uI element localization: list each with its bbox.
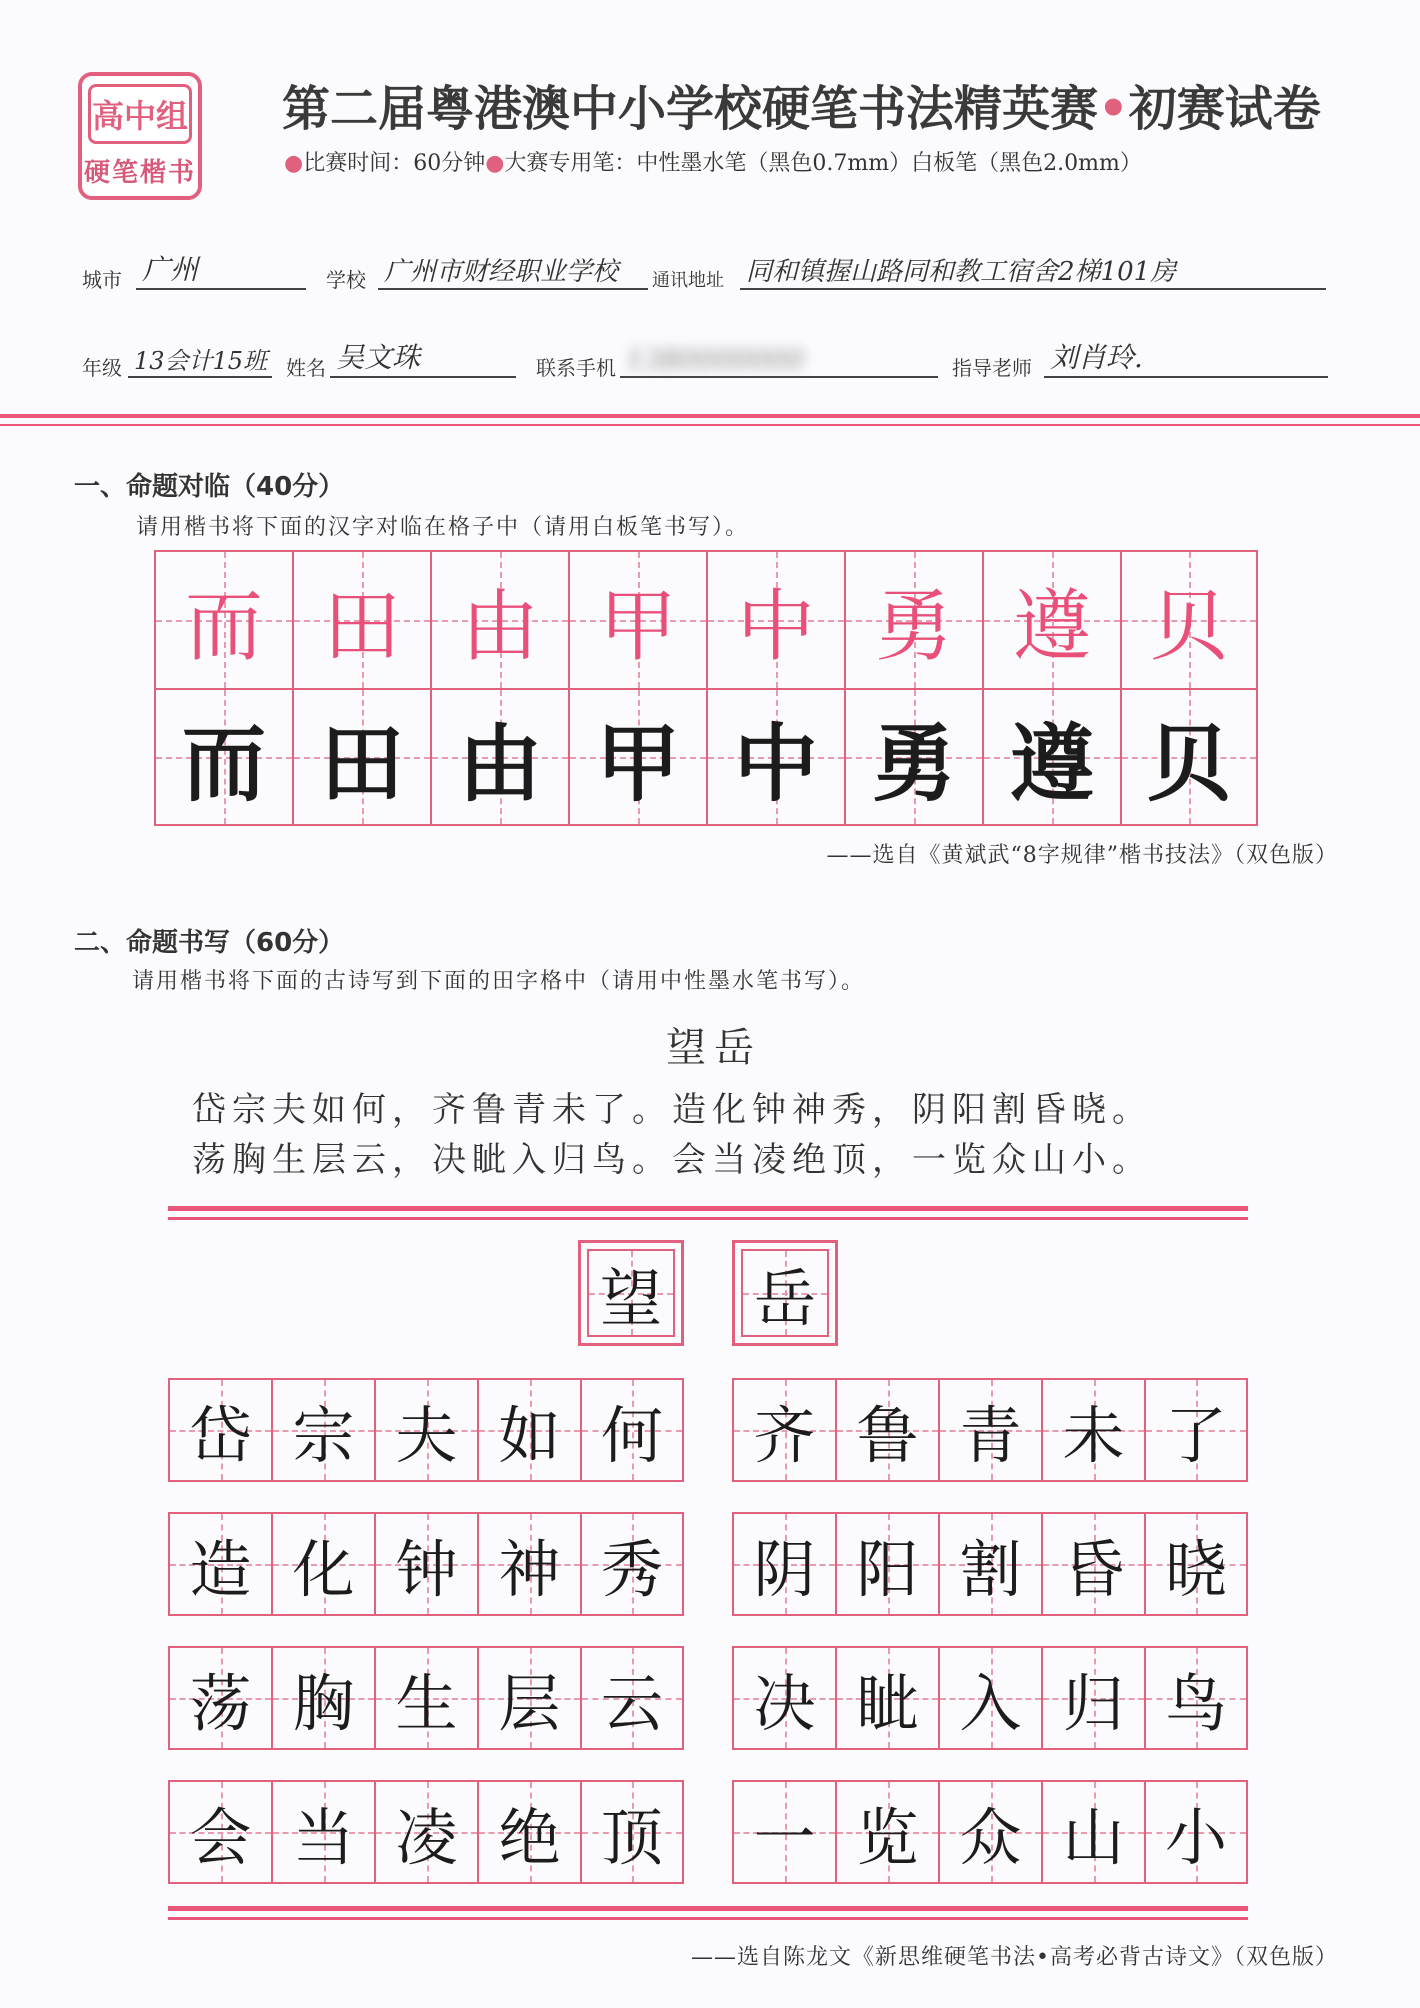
poem-cell[interactable]: 生 xyxy=(376,1648,479,1748)
copy-cell[interactable]: 由 xyxy=(432,690,570,824)
poem-cell[interactable]: 荡 xyxy=(170,1648,273,1748)
poem-cell[interactable]: 造 xyxy=(170,1514,273,1614)
poem-cell[interactable]: 阳 xyxy=(837,1514,940,1614)
poem-divider-bottom xyxy=(168,1906,1248,1920)
grade-field[interactable]: 13会计15班 xyxy=(128,342,272,378)
model-cell: 而 xyxy=(156,552,294,688)
school-label: 学校 xyxy=(326,268,366,292)
poem-line: 岱宗夫如何，齐鲁青未了。造化钟神秀，阴阳割昏晓。 xyxy=(192,1090,1152,1130)
phone-value: 1380000000 xyxy=(626,343,805,376)
poem-cell[interactable]: 化 xyxy=(273,1514,376,1614)
poem-cell[interactable]: 鸟 xyxy=(1146,1648,1246,1748)
poem-cell[interactable]: 钟 xyxy=(376,1514,479,1614)
poem-row-right xyxy=(732,1512,1248,1616)
poem-cell[interactable]: 未 xyxy=(1043,1380,1146,1480)
poem-cell[interactable]: 山 xyxy=(1043,1782,1146,1882)
poem-row-right xyxy=(732,1646,1248,1750)
model-cell: 勇 xyxy=(846,552,984,688)
model-cell: 遵 xyxy=(984,552,1122,688)
poem-cell[interactable]: 宗 xyxy=(273,1380,376,1480)
copy-cell[interactable]: 而 xyxy=(156,690,294,824)
poem-row-left xyxy=(168,1512,684,1616)
poem-row-right xyxy=(732,1378,1248,1482)
section1-instruction: 请用楷书将下面的汉字对临在格子中（请用白板笔书写）。 xyxy=(136,515,750,540)
badge-group: 高中组 xyxy=(88,84,192,144)
section1-credit: ——选自《黄斌武“8字规律”楷书技法》（双色版） xyxy=(826,843,1338,868)
school-field[interactable]: 广州市财经职业学校 xyxy=(378,254,648,290)
poem-cell[interactable]: 决 xyxy=(734,1648,837,1748)
poem-row-left xyxy=(168,1780,684,1884)
header-divider xyxy=(0,414,1420,418)
title-main: 第二届粤港澳中小学校硬笔书法精英赛 xyxy=(282,81,1099,137)
poem-cell[interactable]: 岱 xyxy=(170,1380,273,1480)
copy-cell[interactable]: 贝 xyxy=(1122,690,1256,824)
poem-row-left xyxy=(168,1646,684,1750)
meta-pen: 大赛专用笔：中性墨水笔（黑色0.7mm）白板笔（黑色2.0mm） xyxy=(504,151,1142,176)
poem-cell[interactable]: 凌 xyxy=(376,1782,479,1882)
title-suffix: 初赛试卷 xyxy=(1128,81,1321,137)
poem-cell[interactable]: 鲁 xyxy=(837,1380,940,1480)
meta-time: 比赛时间：60分钟 xyxy=(303,151,486,176)
bullet-icon: ● xyxy=(485,151,505,176)
poem-cell[interactable]: 绝 xyxy=(479,1782,582,1882)
poem-cell[interactable]: 会 xyxy=(170,1782,273,1882)
city-label: 城市 xyxy=(82,268,122,292)
address-field[interactable]: 同和镇握山路同和教工宿舍2梯101房 xyxy=(740,254,1326,290)
poem-cell[interactable]: 如 xyxy=(479,1380,582,1480)
name-label: 姓名 xyxy=(286,356,326,380)
poem-cell[interactable]: 当 xyxy=(273,1782,376,1882)
section2-credit: ——选自陈龙文《新思维硬笔书法•高考必背古诗文》（双色版） xyxy=(691,1945,1338,1970)
contest-meta xyxy=(284,146,1142,177)
phone-label: 联系手机 xyxy=(536,356,616,380)
copy-cell[interactable]: 遵 xyxy=(984,690,1122,824)
copy-cell[interactable]: 甲 xyxy=(570,690,708,824)
badge-category: 硬笔楷书 xyxy=(83,157,196,188)
grade-label: 年级 xyxy=(82,356,122,380)
poem-cell[interactable]: 顶 xyxy=(582,1782,682,1882)
poem-cell[interactable]: 眦 xyxy=(837,1648,940,1748)
title-separator: • xyxy=(1098,81,1129,137)
poem-cell[interactable]: 昏 xyxy=(1043,1514,1146,1614)
section1-heading: 一、命题对临（40分） xyxy=(74,472,345,502)
header-divider-thin xyxy=(0,424,1420,426)
poem-title: 望岳 xyxy=(666,1025,762,1071)
page-title xyxy=(282,70,1321,139)
model-cell: 田 xyxy=(294,552,432,688)
poem-line: 荡胸生层云，决眦入归鸟。会当凌绝顶，一览众山小。 xyxy=(192,1140,1152,1180)
model-cell: 甲 xyxy=(570,552,708,688)
title-cell[interactable]: 岳 xyxy=(741,1249,829,1337)
group-badge xyxy=(78,72,202,200)
model-cell: 中 xyxy=(708,552,846,688)
poem-row-left xyxy=(168,1378,684,1482)
poem-cell[interactable]: 夫 xyxy=(376,1380,479,1480)
address-label: 通讯地址 xyxy=(652,270,724,291)
poem-cell[interactable]: 神 xyxy=(479,1514,582,1614)
section2-instruction: 请用楷书将下面的古诗写到下面的田字格中（请用中性墨水笔书写）。 xyxy=(132,969,866,994)
poem-cell[interactable]: 云 xyxy=(582,1648,682,1748)
bullet-icon: ● xyxy=(284,151,304,176)
model-row xyxy=(154,550,1258,688)
poem-cell[interactable]: 了 xyxy=(1146,1380,1246,1480)
section2-heading: 二、命题书写（60分） xyxy=(74,928,345,958)
poem-cell[interactable]: 何 xyxy=(582,1380,682,1480)
title-cell[interactable]: 望 xyxy=(587,1249,675,1337)
poem-cell[interactable]: 入 xyxy=(940,1648,1043,1748)
poem-cell[interactable]: 层 xyxy=(479,1648,582,1748)
model-cell: 贝 xyxy=(1122,552,1256,688)
city-field[interactable]: 广州 xyxy=(136,254,306,290)
poem-row-right xyxy=(732,1780,1248,1884)
poem-cell[interactable]: 小 xyxy=(1146,1782,1246,1882)
phone-field[interactable] xyxy=(620,342,938,378)
teacher-label: 指导老师 xyxy=(952,356,1032,380)
poem-divider-top xyxy=(168,1206,1248,1220)
poem-cell[interactable]: 众 xyxy=(940,1782,1043,1882)
poem-cell[interactable]: 秀 xyxy=(582,1514,682,1614)
poem-cell[interactable]: 晓 xyxy=(1146,1514,1246,1614)
title-box xyxy=(578,1240,684,1346)
copy-cell[interactable]: 中 xyxy=(708,690,846,824)
poem-cell[interactable]: 齐 xyxy=(734,1380,837,1480)
copy-cell[interactable]: 田 xyxy=(294,690,432,824)
copy-cell[interactable]: 勇 xyxy=(846,690,984,824)
poem-cell[interactable]: 一 xyxy=(734,1782,837,1882)
poem-cell[interactable]: 归 xyxy=(1043,1648,1146,1748)
poem-cell[interactable]: 青 xyxy=(940,1380,1043,1480)
poem-cell[interactable]: 割 xyxy=(940,1514,1043,1614)
poem-cell[interactable]: 阴 xyxy=(734,1514,837,1614)
copy-row xyxy=(154,688,1258,826)
teacher-field[interactable]: 刘肖玲. xyxy=(1044,342,1328,378)
poem-cell[interactable]: 览 xyxy=(837,1782,940,1882)
title-box xyxy=(732,1240,838,1346)
model-cell: 由 xyxy=(432,552,570,688)
poem-cell[interactable]: 胸 xyxy=(273,1648,376,1748)
name-field[interactable]: 吴文珠 xyxy=(330,342,516,378)
